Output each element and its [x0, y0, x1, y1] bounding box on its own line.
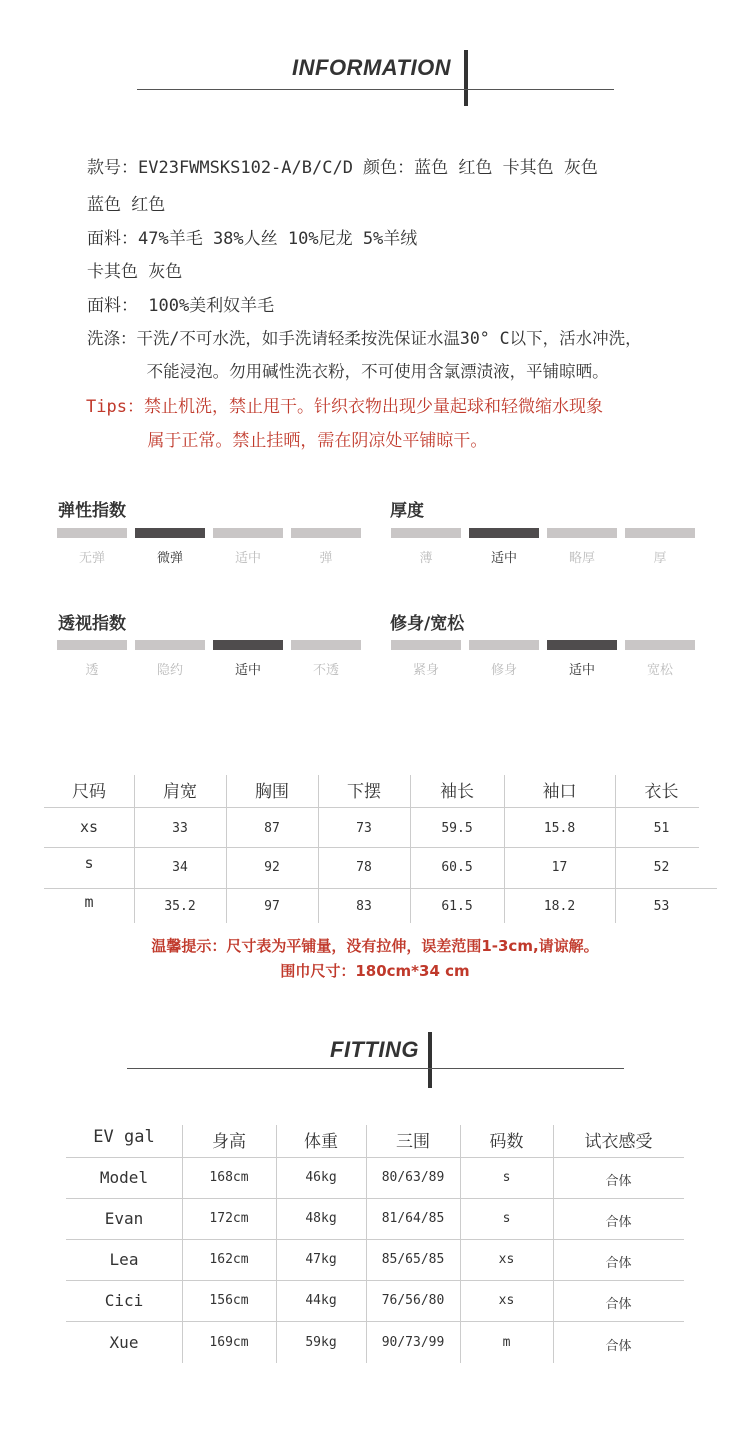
indicator-option-label: 隐约: [156, 663, 183, 678]
size-value-cell: 61.5: [441, 899, 473, 914]
fitting-value-cell: 合体: [605, 1297, 632, 1312]
indicator-option-label: 略厚: [568, 551, 595, 566]
fitting-value-cell: 47kg: [305, 1252, 337, 1267]
fitting-header-cell: 试衣感受: [584, 1132, 653, 1152]
fitting-value-cell: 168cm: [209, 1170, 249, 1185]
information-title: INFORMATION: [292, 55, 452, 80]
fitting-value-cell: 90/73/99: [381, 1335, 445, 1350]
fitting-value-cell: xs: [498, 1293, 515, 1308]
fitting-name-cell: Lea: [109, 1250, 139, 1269]
fitting-value-cell: 169cm: [209, 1335, 249, 1350]
information-divider: [137, 89, 614, 90]
size-value-cell: 17: [551, 860, 568, 875]
fitting-value-cell: 59kg: [305, 1335, 337, 1350]
size-label-cell: xs: [79, 818, 99, 836]
size-header-cell: 衣长: [644, 782, 679, 802]
fitting-value-cell: s: [502, 1211, 511, 1226]
fitting-row-divider: [66, 1280, 684, 1281]
indicator-option-label: 宽松: [646, 663, 673, 678]
size-value-cell: 87: [264, 821, 280, 836]
fitting-value-cell: 46kg: [305, 1170, 337, 1185]
size-value-cell: 35.2: [164, 899, 196, 914]
size-value-cell: 83: [356, 899, 372, 914]
fitting-name-cell: Xue: [109, 1333, 139, 1352]
size-value-cell: 33: [172, 821, 188, 836]
fitting-title: FITTING: [330, 1037, 420, 1062]
indicator-segment: [291, 528, 361, 538]
indicator-segment: [135, 640, 205, 650]
indicator-segment: [469, 640, 539, 650]
information-title-bar: [464, 50, 468, 106]
info-care-2: 不能浸泡。勿用碱性洗衣粉，不可使用含氯漂渍液，平铺晾晒。: [87, 362, 609, 381]
indicator-option-label: 紧身: [412, 663, 439, 678]
fitting-col-divider: [460, 1125, 461, 1363]
indicator-title-transparency: 透视指数: [58, 614, 126, 634]
fitting-col-divider: [366, 1125, 367, 1363]
size-value-cell: 92: [264, 860, 280, 875]
size-value-cell: 59.5: [441, 821, 473, 836]
fitting-value-cell: 48kg: [305, 1211, 337, 1226]
fitting-value-cell: 合体: [605, 1339, 632, 1354]
size-header-cell: 袖长: [440, 782, 474, 802]
size-value-cell: 53: [653, 899, 670, 914]
size-note: 温馨提示：尺寸表为平铺量，没有拉伸，误差范围1-3cm,请谅解。: [151, 937, 599, 955]
fitting-header-cell: 身高: [212, 1132, 246, 1152]
indicator-option-label: 薄: [419, 551, 433, 566]
fitting-value-cell: xs: [498, 1252, 515, 1267]
indicator-segment: [547, 528, 617, 538]
info-fabric-2: 面料： 100%美利奴羊毛: [87, 296, 275, 316]
fitting-row-divider: [66, 1321, 684, 1322]
indicator-option-label: 弹: [319, 551, 333, 566]
indicator-title-elasticity: 弹性指数: [58, 501, 126, 521]
info-care-1: 洗涤：干洗/不可水洗，如手洗请轻柔按洗保证水温30° C以下，活水冲洗，: [87, 329, 642, 348]
size-value-cell: 34: [172, 860, 188, 875]
size-value-cell: 60.5: [441, 860, 473, 875]
size-value-cell: 15.8: [543, 821, 576, 836]
info-style-colors: 款号：EV23FWMSKS102-A/B/C/D 颜色：蓝色 红色 卡其色 灰色: [87, 158, 598, 178]
fitting-row-divider: [66, 1198, 684, 1199]
fitting-value-cell: 合体: [605, 1256, 632, 1271]
fitting-col-divider: [276, 1125, 277, 1363]
fitting-name-cell: Evan: [104, 1209, 144, 1228]
fitting-value-cell: 81/64/85: [381, 1211, 445, 1226]
fitting-row-divider: [66, 1239, 684, 1240]
indicator-segment: [391, 640, 461, 650]
info-color-group-2: 卡其色 灰色: [87, 262, 183, 282]
size-header-cell: 尺码: [72, 782, 106, 802]
size-value-cell: 78: [356, 860, 372, 875]
indicator-option-label: 适中: [234, 551, 261, 566]
size-value-cell: 73: [356, 821, 372, 836]
indicator-segment: [57, 640, 127, 650]
fitting-value-cell: m: [502, 1335, 511, 1350]
scarf-size-note: 围巾尺寸：180cm*34 cm: [280, 962, 470, 980]
fitting-name-cell: Cici: [104, 1291, 144, 1310]
indicator-segment: [135, 528, 205, 538]
info-tips-1: Tips：禁止机洗，禁止甩干。针织衣物出现少量起球和轻微缩水现象: [86, 397, 603, 417]
indicator-segment: [625, 528, 695, 538]
size-row-divider: [44, 807, 699, 808]
indicator-option-label: 微弹: [156, 551, 183, 566]
size-label-cell: s: [84, 854, 94, 872]
indicator-option-label: 不透: [312, 663, 339, 678]
indicator-title-thickness: 厚度: [390, 501, 424, 521]
indicator-segment: [57, 528, 127, 538]
fitting-value-cell: 85/65/85: [381, 1252, 445, 1267]
size-value-cell: 18.2: [543, 899, 576, 914]
indicator-option-label: 适中: [234, 663, 261, 678]
size-header-cell: 胸围: [255, 782, 289, 802]
fitting-value-cell: 76/56/80: [381, 1293, 445, 1308]
indicator-segment: [291, 640, 361, 650]
fitting-value-cell: 80/63/89: [381, 1170, 445, 1185]
indicator-segment: [213, 640, 283, 650]
indicator-segment: [469, 528, 539, 538]
size-header-cell: 下摆: [347, 782, 381, 802]
size-header-cell: 肩宽: [163, 782, 197, 802]
info-color-group-1: 蓝色 红色: [87, 195, 166, 215]
fitting-value-cell: 合体: [605, 1215, 632, 1230]
fitting-header-cell: 码数: [489, 1132, 524, 1152]
indicator-title-fit: 修身/宽松: [390, 614, 465, 634]
fitting-header-cell: 三围: [396, 1132, 430, 1152]
fitting-name-cell: Model: [99, 1168, 149, 1187]
fitting-header-cell: 体重: [304, 1132, 338, 1152]
fitting-value-cell: 44kg: [305, 1293, 337, 1308]
info-tips-2: 属于正常。禁止挂晒，需在阴凉处平铺晾干。: [86, 431, 488, 451]
fitting-divider: [127, 1068, 624, 1069]
fitting-title-bar: [428, 1032, 432, 1088]
fitting-col-divider: [553, 1125, 554, 1363]
fitting-header-cell: EV gal: [93, 1127, 155, 1147]
size-row-divider: [44, 847, 699, 848]
fitting-value-cell: 172cm: [209, 1211, 249, 1226]
fitting-value-cell: 合体: [605, 1174, 632, 1189]
size-row-divider: [44, 888, 717, 889]
size-value-cell: 52: [653, 860, 670, 875]
fitting-value-cell: 162cm: [209, 1252, 249, 1267]
indicator-option-label: 厚: [653, 551, 667, 566]
fitting-value-cell: s: [502, 1170, 511, 1185]
indicator-option-label: 适中: [490, 551, 517, 566]
size-label-cell: m: [84, 893, 94, 911]
fitting-col-divider: [182, 1125, 183, 1363]
size-value-cell: 97: [264, 899, 280, 914]
size-value-cell: 51: [653, 821, 670, 836]
indicator-segment: [213, 528, 283, 538]
indicator-segment: [625, 640, 695, 650]
info-fabric-1: 面料：47%羊毛 38%人丝 10%尼龙 5%羊绒: [87, 229, 418, 249]
indicator-segment: [547, 640, 617, 650]
indicator-option-label: 适中: [568, 663, 595, 678]
indicator-option-label: 无弹: [78, 551, 105, 566]
fitting-value-cell: 156cm: [209, 1293, 249, 1308]
indicator-segment: [391, 528, 461, 538]
indicator-option-label: 透: [85, 663, 99, 678]
fitting-row-divider: [66, 1157, 684, 1158]
indicator-option-label: 修身: [490, 663, 517, 678]
size-header-cell: 袖口: [542, 782, 577, 802]
